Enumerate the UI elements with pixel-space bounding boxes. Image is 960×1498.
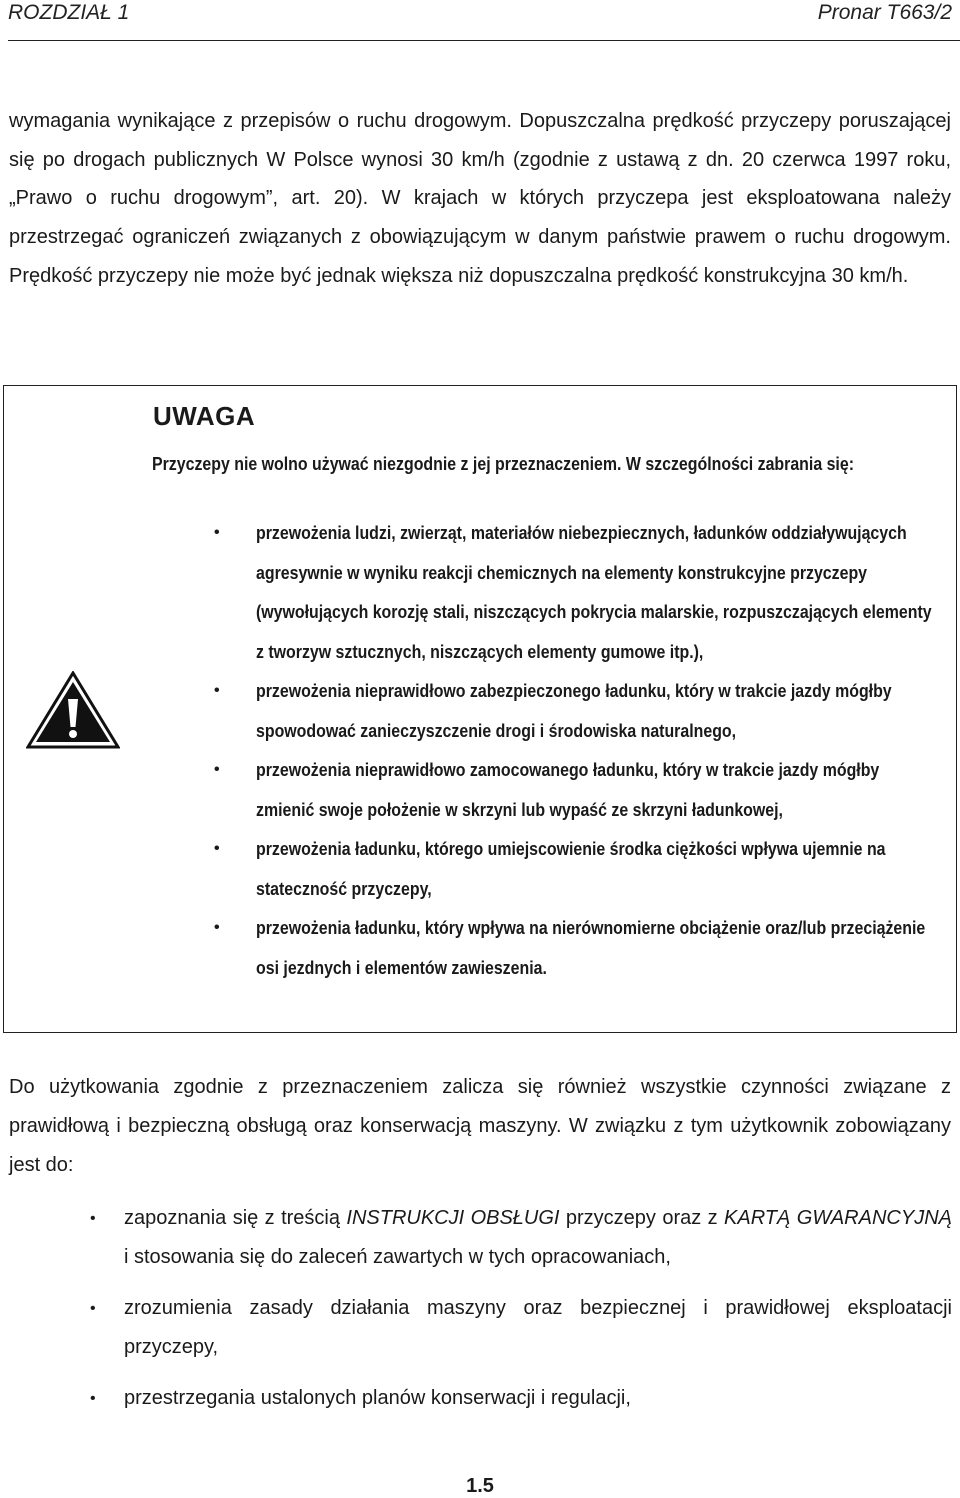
manual-title: INSTRUKCJI OBSŁUGI [346,1207,560,1229]
document-title: Pronar T663/2 [817,1,952,24]
list-item: • przewożenia ludzi, zwierząt, materiałów niebezpiecznych, ładunków oddziaływujących agresywnie w wyniku reakcji chemicznych na elementy konstrukcyjne przyczepy (wywołujących korozję stali, niszczących pokrycia malarskie, rozpuszczających elementy z tworzyw sztucznych, niszczących elementy gumowe itp.), [214,522,932,662]
list-item: • przestrzegania ustalonych planów konserwacji i regulacji, [90,1387,631,1409]
list-item: • zrozumienia zasady działania maszyny oraz bezpiecznej i prawidłowej eksploatacji przyczepy, [90,1297,952,1358]
warning-list [214,513,954,987]
obligations-list [90,1199,952,1430]
warning-lead: Przyczepy nie wolno używać niezgodnie z jej przeznaczeniem. W szczególności zabrania się: [152,453,855,474]
warning-title: UWAGA [153,401,256,431]
chapter-label: ROZDZIAŁ 1 [8,1,130,24]
body-paragraph: Do użytkowania zgodnie z przeznaczeniem zalicza się również wszystkie czynności związane z prawidłową i bezpieczną obsługą oraz konserwacją maszyny. W związku z tym użytkownik zobowiązany jest do: [9,1076,951,1176]
list-item: • przewożenia nieprawidłowo zabezpieczonego ładunku, który w trakcie jazdy mógłby spowodować zanieczyszczenie drogi i środowiska naturalnego, [214,680,892,741]
page-number: 1.5 [466,1475,494,1497]
warning-box [3,385,957,1033]
list-item: • przewożenia ładunku, który wpływa na nierównomierne obciążenie oraz/lub przeciążenie osi jezdnych i elementów zawieszenia. [214,917,926,978]
intro-paragraph: wymagania wynikające z przepisów o ruchu drogowym. Dopuszczalna prędkość przyczepy poruszającej się po drogach publicznych W Polsce wynosi 30 km/h (zgodnie z ustawą z dn. 20 czerwca 1997 roku, „Prawo o ruchu drogowym”, art. 20). W krajach w których przyczepa jest eksploatowana należy przestrzegać ograniczeń związanych z obowiązującym w danym państwie prawem o ruchu drogowym. Prędkość przyczepy nie może być jednak większa niż dopuszczalna prędkość konstrukcyjna 30 km/h. [9,110,951,287]
list-item: • przewożenia nieprawidłowo zamocowanego ładunku, który w trakcie jazdy mógłby zmienić swoje położenie w skrzyni lub wypaść ze skrzyni ładunkowej, [214,759,880,820]
page-header [0,0,960,42]
list-item: • przewożenia ładunku, którego umiejscowienie środka ciężkości wpływa ujemnie na stateczność przyczepy, [214,838,886,899]
list-item: • zapoznania się z treścią INSTRUKCJI OBSŁUGI przyczepy oraz z KARTĄ GWARANCYJNĄ i stosowania się do zaleceń zawartych w tych opracowaniach, [90,1207,952,1268]
warranty-card-title: KARTĄ GWARANCYJNĄ [724,1207,952,1229]
header-rule [8,40,960,41]
warning-triangle-icon [26,671,120,749]
